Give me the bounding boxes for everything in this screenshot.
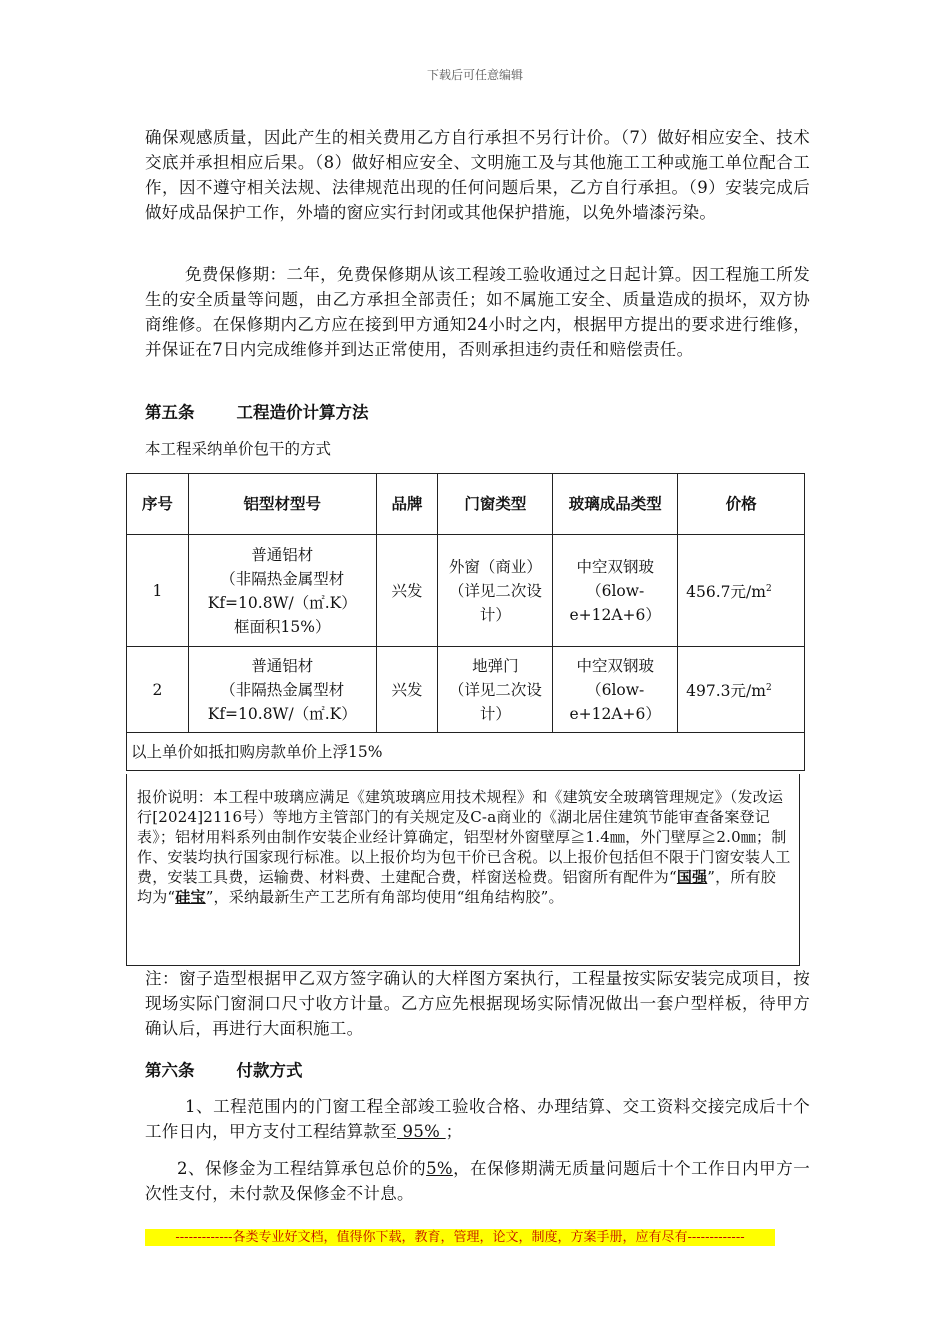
row-price [678,535,805,647]
row-glass [553,535,678,647]
quote-text: 报价说明：本工程中玻璃应满足《建筑玻璃应用技术规程》和《建筑安全玻璃管理规定》（发改运行[2024]2116号）等地方主管部门的有关规定及C-a商业的《湖北居住建筑节能审查备案登记表》；铝材用料系列由制作安装企业经计算确定，铝型材外窗壁厚≧1.4㎜，外门壁厚≧2.0㎜；制作、安装均执行国家现行标准。以上报价均为包干价已含税。以上报价包括但不限于门窗安装人工费，安装工具费，运输费、材料费、土建配合费，样窗送检费。铝窗所有配件为“ [137,788,791,886]
payment-end: ； [445,1122,463,1141]
section-5-title: 工程造价计算方法 [236,403,369,422]
price-unit-sup: 2 [765,682,772,693]
note-paragraph: 注：窗子造型根据甲乙双方签字确认的大样图方案执行，工程量按实际安装完成项目，按现场实际门窗洞口尺寸收方计量。乙方应先根据现场实际情况做出一套户型样板，待甲方确认后，再进行大面积施工。 [145,969,810,1038]
row-price [678,647,805,733]
section-6-title: 付款方式 [236,1061,303,1080]
sealant-brand: 硅宝 [175,888,206,906]
table-header-row [127,474,805,535]
price-value: 456.7元/m [686,583,766,602]
row-type [438,647,553,733]
glass-line: 中空双钢玻 [576,656,654,675]
table-row [127,535,805,647]
payment-text: 1、工程范围内的门窗工程全部竣工验收合格、办理结算、交工资料交接完成后十个工作日内，甲方支付工程结算款至 [145,1097,810,1141]
type-line: （详见二次设计） [448,581,542,624]
header-no: 序号 [127,474,189,535]
row-type [438,535,553,647]
header-profile: 铝型材型号 [188,474,376,535]
quote-explanation [126,774,800,966]
type-line: 地弹门 [472,656,519,675]
payment-clause-1 [145,1094,810,1144]
price-unit-sup: 2 [765,583,772,594]
header-price: 价格 [678,474,805,535]
row-brand: 兴发 [376,647,438,733]
header-type: 门窗类型 [438,474,553,535]
row-brand: 兴发 [376,535,438,647]
retention-percent: 5% [426,1159,453,1178]
glass-line: 中空双钢玻 [576,557,654,576]
paragraph-warranty: 免费保修期：二年，免费保修期从该工程竣工验收通过之日起计算。因工程施工所发生的安全质量等问题，由乙方承担全部责任；如不属施工安全、质量造成的损坏，双方协商维修。在保修期内乙方应在接到甲方通知24小时之内，根据甲方提出的要求进行维修，并保证在7日内完成维修并到达正常使用，否则承担违约责任和赔偿责任。 [145,265,810,359]
page-header: 下载后可任意编辑 [426,68,523,82]
table-footer-row [127,733,805,771]
section-6-number: 第六条 [145,1061,195,1080]
price-value: 497.3元/m [686,682,766,701]
quote-text: ”，采纳最新生产工艺所有角部均使用“组角结构胶”。 [205,888,564,906]
section-5-number: 第五条 [145,403,195,422]
payment-text: 2、保修金为工程结算承包总价的 [177,1159,427,1178]
payment-text: ，在保修期满无质量问题后十个工作日内甲方一次性支付，未付款及保修金不计息。 [145,1159,810,1203]
header-brand: 品牌 [376,474,438,535]
quote-text: ”，所有胶均为“ [137,868,776,906]
page-footer-banner: -------------各类专业好文档，值得你下载，教育，管理，论文，制度，方案手册，应有尽有------------- [145,1229,775,1246]
row-glass [553,647,678,733]
price-table [126,473,805,771]
header-glass: 玻璃成品类型 [553,474,678,535]
paragraph-obligations: 确保观感质量，因此产生的相关费用乙方自行承担不另行计价。（7）做好相应安全、技术交底并承担相应后果。（8）做好相应安全、文明施工及与其他施工工种或施工单位配合工作，因不遵守相关法规、法律规范出现的任何问题后果，乙方自行承担。（9）安装完成后做好成品保护工作，外墙的窗应实行封闭或其他保护措施，以免外墙漆污染。 [145,128,810,222]
fittings-brand: 国强 [676,868,708,886]
row-profile [188,647,376,733]
type-line: （详见二次设计） [448,680,542,723]
glass-line: （6low-e+12A+6） [569,581,661,624]
profile-line: Kf=10.8W/（㎡.K） [207,704,357,723]
pricing-intro: 本工程采纳单价包干的方式 [145,440,332,458]
row-profile [188,535,376,647]
table-footer-note: 以上单价如抵扣购房款单价上浮15% [127,733,805,771]
profile-line: （非隔热金属型材 [220,569,345,588]
profile-line: 普通铝材 [251,545,314,564]
type-line: 外窗（商业） [448,557,542,576]
profile-line: Kf=10.8W/（㎡.K） [207,593,357,612]
section-5-heading [145,399,369,423]
payment-clause-2 [145,1156,810,1206]
profile-line: （非隔热金属型材 [220,680,345,699]
section-6-heading [145,1057,303,1081]
row-no: 1 [127,535,189,647]
row-no: 2 [127,647,189,733]
table-row [127,647,805,733]
profile-line: 普通铝材 [251,656,314,675]
payment-percent: 95% [397,1122,446,1141]
profile-line: 框面积15%） [234,617,331,636]
glass-line: （6low-e+12A+6） [569,680,661,723]
